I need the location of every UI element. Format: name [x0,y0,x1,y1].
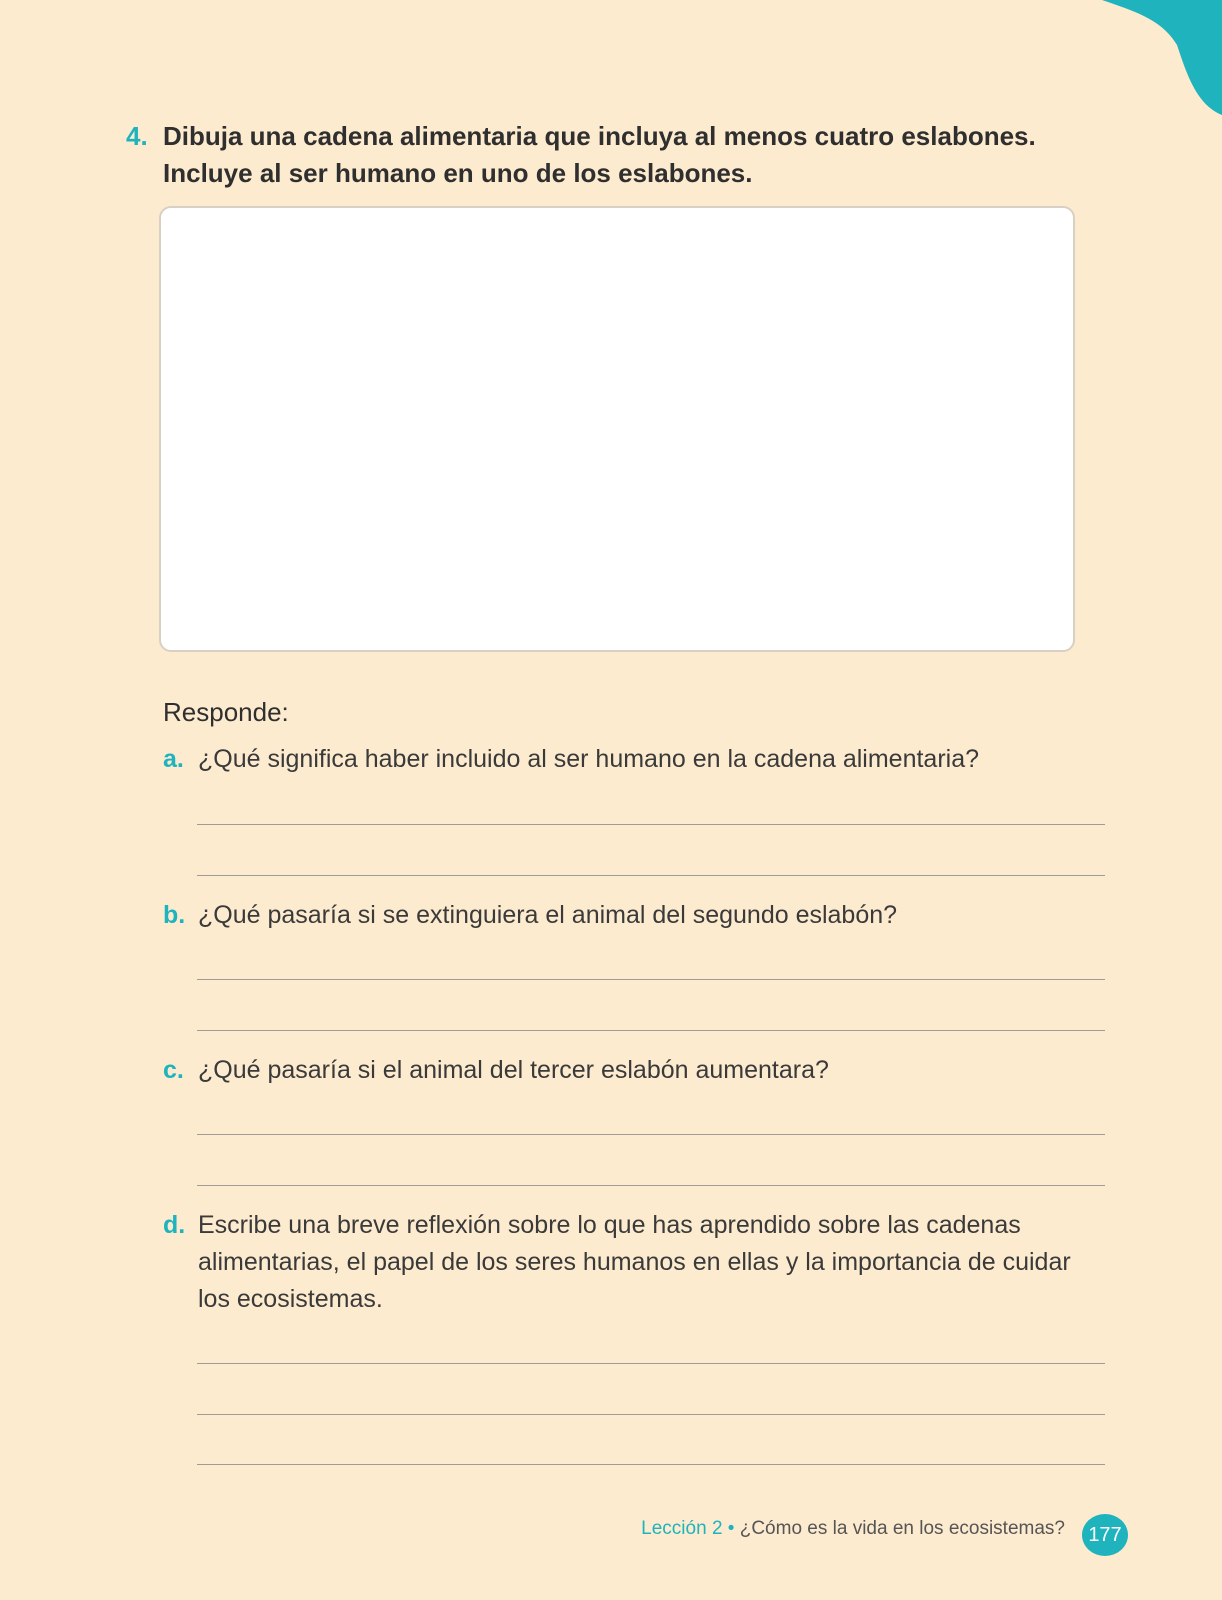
question-number: 4. [126,121,148,151]
question-line-2: Incluye al ser humano en uno de los eslabones. [163,158,753,188]
answer-line[interactable] [197,1185,1105,1186]
question-line-1: Dibuja una cadena alimentaria que incluya al menos cuatro eslabones. [163,121,1036,151]
question-text [163,118,1036,192]
subquestion-text: ¿Qué significa haber incluido al ser humano en la cadena alimentaria? [198,745,980,773]
question-heading [126,118,1086,192]
subquestion-b [163,897,1103,934]
answer-line[interactable] [197,1134,1105,1135]
subquestion-c [163,1052,1103,1089]
footer-separator: • [727,1518,735,1539]
answer-line[interactable] [197,1030,1105,1031]
footer-lesson: Lección 2 [641,1518,723,1539]
responde-label: Responde: [163,697,289,727]
subquestion-letter: d. [163,1211,186,1239]
subquestion-text: ¿Qué pasaría si el animal del tercer eslabón aumentara? [198,1056,829,1084]
answer-line[interactable] [197,979,1105,980]
answer-line[interactable] [197,1414,1105,1415]
answer-line[interactable] [197,875,1105,876]
subquestion-letter: b. [163,901,186,929]
subquestion-d [163,1207,1103,1318]
footer-caption [641,1518,1065,1540]
answer-line[interactable] [197,1363,1105,1364]
subquestion-letter: c. [163,1056,184,1084]
subquestion-text: ¿Qué pasaría si se extinguiera el animal del segundo eslabón? [198,901,898,929]
corner-decoration [1082,0,1222,120]
answer-line[interactable] [197,1464,1105,1465]
page-number: 177 [1082,1514,1128,1556]
footer-title: ¿Cómo es la vida en los ecosistemas? [739,1518,1065,1539]
subquestion-a [163,741,1103,778]
subquestion-text: Escribe una breve reflexión sobre lo que has aprendido sobre las cadenas alimentarias, el papel de los seres humanos en ellas y la importancia de cuidar los ecosistemas. [198,1211,1071,1313]
subquestion-letter: a. [163,745,184,773]
answer-line[interactable] [197,824,1105,825]
drawing-area[interactable] [159,206,1075,652]
